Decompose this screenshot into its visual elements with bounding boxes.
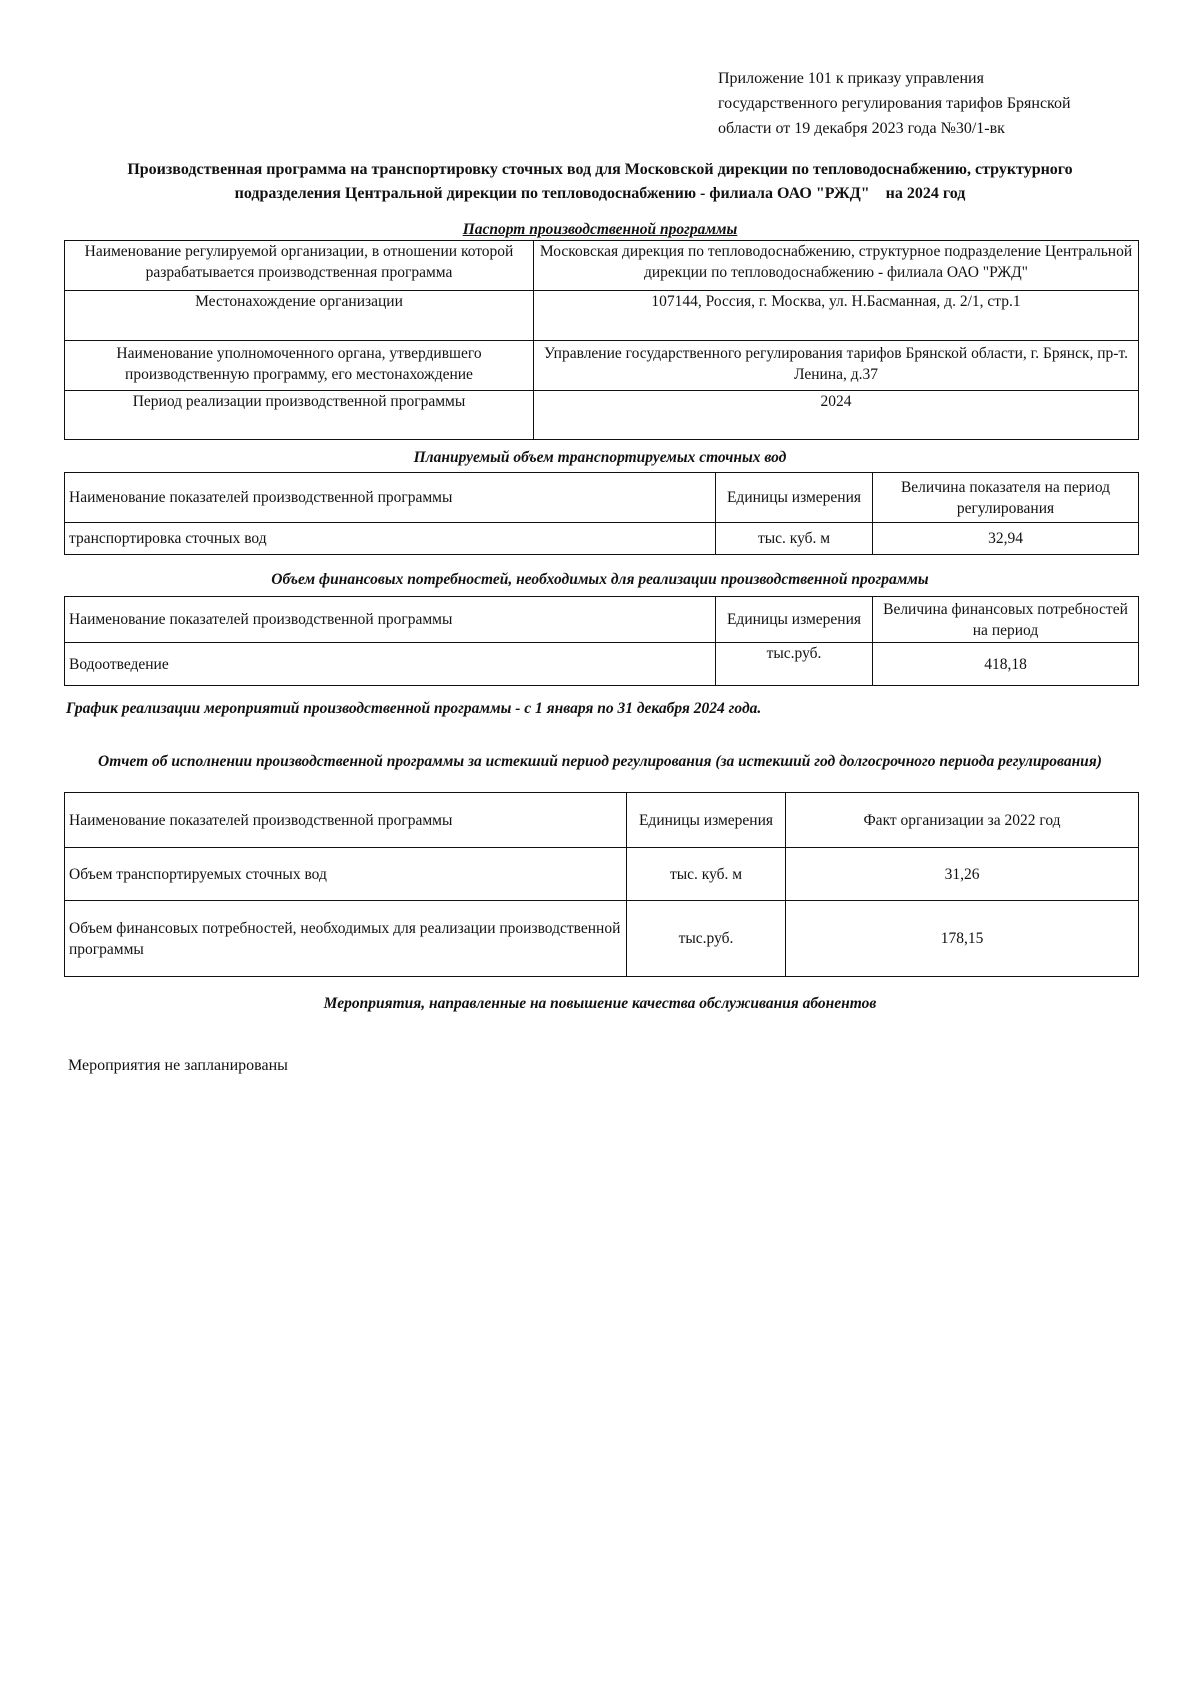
indicator-unit: тыс.руб.: [716, 643, 873, 686]
appendix-note: [718, 66, 1148, 141]
passport-heading: Паспорт производственной программы: [462, 221, 738, 238]
measures-text: Мероприятия не запланированы: [68, 1057, 288, 1074]
table-row: [65, 597, 1139, 643]
passport-label: Наименование уполномоченного органа, утвердившего производственную программу, его местонахождение: [65, 341, 534, 391]
appendix-line: области от 19 декабря 2023 года №30/1-вк: [718, 120, 1005, 137]
table-row: [65, 523, 1139, 555]
column-header: Величина финансовых потребностей на период: [873, 597, 1139, 643]
table-row: [65, 901, 1139, 977]
appendix-line: Приложение 101 к приказу управления: [718, 70, 984, 87]
measures-heading: Мероприятия, направленные на повышение качества обслуживания абонентов: [323, 995, 877, 1012]
passport-table: [64, 240, 1139, 440]
indicator-unit: тыс.руб.: [627, 901, 786, 977]
document-title: [60, 158, 1140, 206]
table-row: [65, 473, 1139, 523]
passport-label: Период реализации производственной программы: [65, 391, 534, 440]
passport-value: Московская дирекция по тепловодоснабжению, структурное подразделение Центральной дирекции по тепловодоснабжению - филиала ОАО "РЖД": [534, 241, 1139, 291]
column-header: Факт организации за 2022 год: [786, 793, 1139, 848]
table-row: [65, 291, 1139, 341]
indicator-unit: тыс. куб. м: [627, 848, 786, 901]
table-row: [65, 793, 1139, 848]
passport-value: 107144, Россия, г. Москва, ул. Н.Басманная, д. 2/1, стр.1: [534, 291, 1139, 341]
indicator-value: 418,18: [873, 643, 1139, 686]
indicator-name: Водоотведение: [65, 643, 716, 686]
passport-value: 2024: [534, 391, 1139, 440]
report-heading: Отчет об исполнении производственной программы за истекший период регулирования (за истекший год долгосрочного периода регулирования): [98, 753, 1102, 770]
indicator-name: Объем транспортируемых сточных вод: [65, 848, 627, 901]
column-header: Наименование показателей производственной программы: [65, 793, 627, 848]
passport-label: Местонахождение организации: [65, 291, 534, 341]
volume-heading: Планируемый объем транспортируемых сточных вод: [413, 449, 787, 466]
indicator-name: транспортировка сточных вод: [65, 523, 716, 555]
title-line: подразделения Центральной дирекции по тепловодоснабжению - филиала ОАО "РЖД" на 2024 год: [234, 185, 966, 202]
indicator-unit: тыс. куб. м: [716, 523, 873, 555]
passport-value: Управление государственного регулирования тарифов Брянской области, г. Брянск, пр-т. Ленина, д.37: [534, 341, 1139, 391]
table-row: [65, 643, 1139, 686]
schedule-note: График реализации мероприятий производственной программы - с 1 января по 31 декабря 2024 года.: [66, 700, 762, 717]
table-row: [65, 241, 1139, 291]
passport-label: Наименование регулируемой организации, в отношении которой разрабатывается производственная программа: [65, 241, 534, 291]
column-header: Наименование показателей производственной программы: [65, 473, 716, 523]
column-header: Величина показателя на период регулирования: [873, 473, 1139, 523]
table-row: [65, 341, 1139, 391]
indicator-value: 178,15: [786, 901, 1139, 977]
indicator-value: 31,26: [786, 848, 1139, 901]
volume-table: [64, 472, 1139, 555]
title-line: Производственная программа на транспортировку сточных вод для Московской дирекции по тепловодоснабжению, структурного: [127, 161, 1073, 178]
table-row: [65, 391, 1139, 440]
appendix-line: государственного регулирования тарифов Брянской: [718, 95, 1071, 112]
column-header: Единицы измерения: [716, 473, 873, 523]
table-row: [65, 848, 1139, 901]
report-table: [64, 792, 1139, 977]
indicator-value: 32,94: [873, 523, 1139, 555]
column-header: Единицы измерения: [716, 597, 873, 643]
finance-table: [64, 596, 1139, 686]
column-header: Наименование показателей производственной программы: [65, 597, 716, 643]
finance-heading: Объем финансовых потребностей, необходимых для реализации производственной программы: [271, 571, 929, 588]
indicator-name: Объем финансовых потребностей, необходимых для реализации производственной программы: [65, 901, 627, 977]
column-header: Единицы измерения: [627, 793, 786, 848]
